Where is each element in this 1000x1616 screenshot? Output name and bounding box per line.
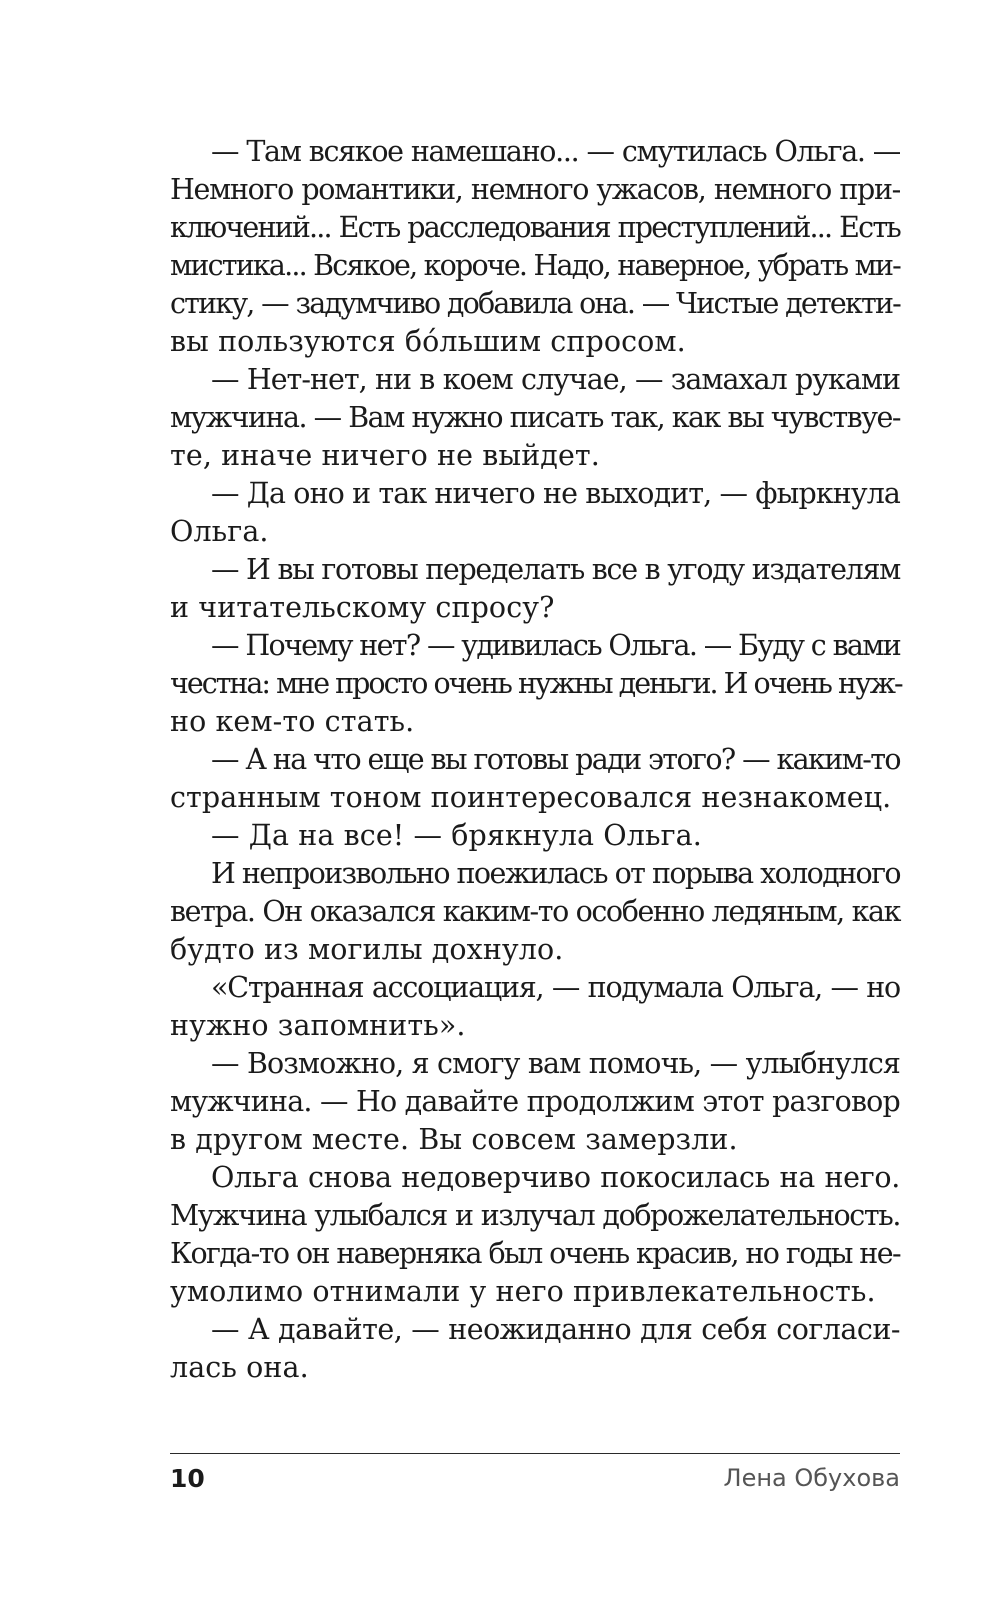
text-line: Мужчина улыбался и излучал доброжелательность. bbox=[170, 1199, 900, 1232]
text-line: умолимо отнимали у него привлекательность. bbox=[170, 1275, 876, 1308]
page-body bbox=[170, 133, 900, 1453]
text-line: — Да на все! — брякнула Ольга. bbox=[211, 819, 702, 852]
text-line: странным тоном поинтересовался незнакомец. bbox=[170, 781, 892, 814]
text-line: мужчина. — Но давайте продолжим этот разговор bbox=[170, 1085, 900, 1118]
text-line: нужно запомнить». bbox=[170, 1009, 466, 1042]
page-number: 10 bbox=[170, 1464, 205, 1493]
running-author: Лена Обухова bbox=[723, 1464, 900, 1492]
text-line: мужчина. — Вам нужно писать так, как вы чувствуе- bbox=[170, 401, 900, 434]
text-line: те, иначе ничего не выйдет. bbox=[170, 439, 600, 472]
text-line: И непроизвольно поежилась от порыва холодного bbox=[211, 857, 900, 890]
text-block bbox=[170, 133, 900, 1387]
text-line: и читательскому спросу? bbox=[170, 591, 555, 624]
text-line: ветра. Он оказался каким-то особенно ледяным, как bbox=[170, 895, 900, 928]
text-line: мистика... Всякое, короче. Надо, наверное, убрать ми- bbox=[170, 249, 900, 282]
text-line: Ольга. bbox=[170, 515, 269, 548]
text-line: вы пользуются бóльшим спросом. bbox=[170, 325, 686, 358]
page-footer bbox=[170, 1464, 900, 1504]
text-line: стику, — задумчиво добавила она. — Чистые детекти- bbox=[170, 287, 900, 320]
text-line: — Почему нет? — удивилась Ольга. — Буду с вами bbox=[211, 629, 900, 662]
text-line: лась она. bbox=[170, 1351, 309, 1384]
text-line: будто из могилы дохнуло. bbox=[170, 933, 564, 966]
text-line: — Нет-нет, ни в коем случае, — замахал руками bbox=[211, 363, 900, 396]
text-line: но кем-то стать. bbox=[170, 705, 415, 738]
text-line: «Странная ассоциация, — подумала Ольга, — но bbox=[211, 971, 900, 1004]
text-line: честна: мне просто очень нужны деньги. И очень нуж- bbox=[170, 667, 902, 700]
text-line: Ольга снова недоверчиво покосилась на него. bbox=[211, 1161, 900, 1194]
text-line: — Там всякое намешано... — смутилась Ольга. — bbox=[211, 135, 900, 168]
text-line: Когда-то он наверняка был очень красив, но годы не- bbox=[170, 1237, 900, 1270]
text-line: ключений... Есть расследования преступлений... Есть bbox=[170, 211, 900, 244]
footer-divider bbox=[170, 1453, 900, 1454]
text-line: — Да оно и так ничего не выходит, — фыркнула bbox=[211, 477, 900, 510]
text-line: — А давайте, — неожиданно для себя согласи- bbox=[211, 1313, 900, 1346]
text-line: — А на что еще вы готовы ради этого? — каким-то bbox=[211, 743, 900, 776]
text-line: в другом месте. Вы совсем замерзли. bbox=[170, 1123, 738, 1156]
text-line: — И вы готовы переделать все в угоду издателям bbox=[211, 553, 900, 586]
text-line: — Возможно, я смогу вам помочь, — улыбнулся bbox=[211, 1047, 900, 1080]
text-line: Немного романтики, немного ужасов, немного при- bbox=[170, 173, 900, 206]
